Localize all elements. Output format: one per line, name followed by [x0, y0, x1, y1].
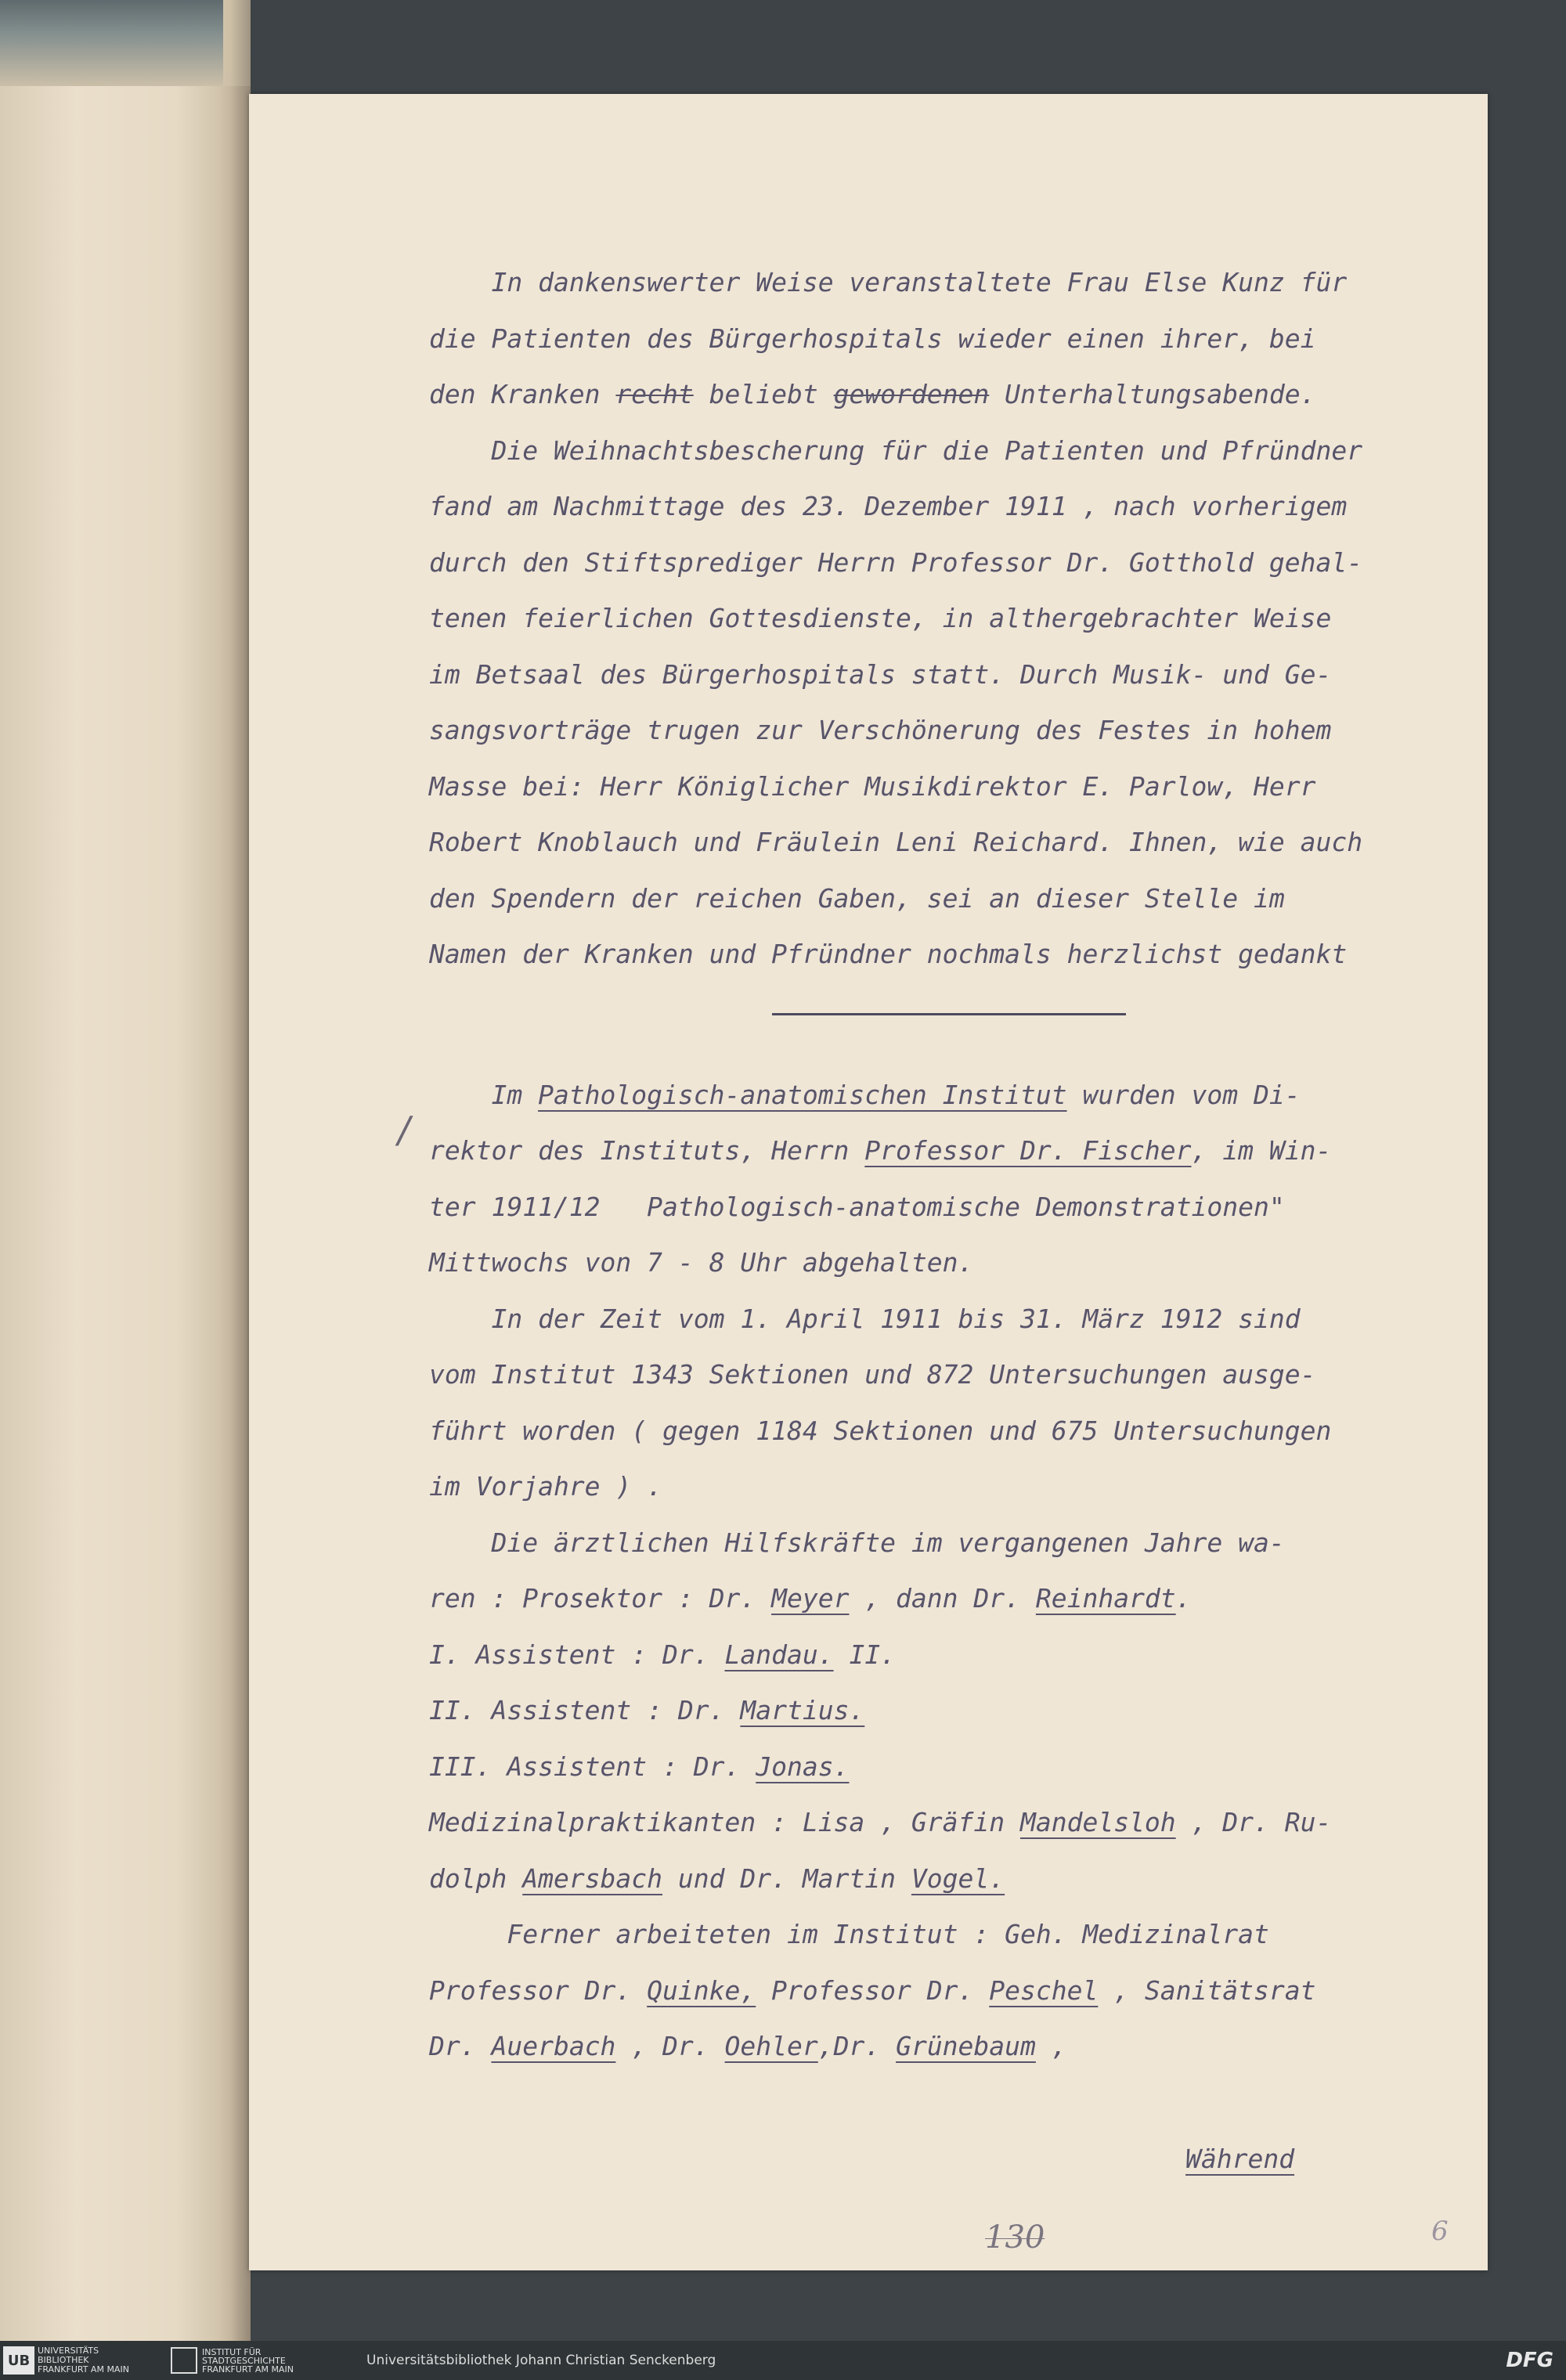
text-line — [429, 1739, 1470, 1795]
text-segment: , — [1035, 2031, 1067, 2061]
text-segment: II. Assistent : Dr. — [429, 1695, 741, 1726]
text-line — [429, 1291, 1470, 1347]
text-segment: dolph — [429, 1863, 523, 1894]
text-segment: , dann Dr. — [849, 1583, 1036, 1614]
text-segment: und Dr. Martin — [662, 1863, 911, 1894]
text-segment: Im — [429, 1079, 539, 1110]
struck-text: recht — [615, 379, 694, 409]
underlined-text: Oehler — [724, 2031, 818, 2061]
isg-logo-mark — [171, 2347, 197, 2374]
text-segment: wurden vom Di- — [1066, 1079, 1301, 1110]
text-line — [429, 1123, 1470, 1179]
ub-logo-text: UNIVERSITÄTS BIBLIOTHEK FRANKFURT AM MAIN — [38, 2346, 129, 2375]
typewritten-text — [429, 254, 1470, 2187]
text-segment: Masse bei: Herr Königlicher Musikdirektor E. Parlow, Herr — [429, 770, 1316, 802]
underlined-text: Auerbach — [491, 2031, 616, 2061]
underlined-text: Quinke, — [647, 1974, 756, 2006]
paragraph-hospital-events — [429, 254, 1470, 983]
struck-text: gewordenen — [833, 379, 990, 409]
text-line — [429, 1963, 1470, 2019]
underlined-text: Pathologisch-anatomischen Institut — [538, 1079, 1067, 1110]
text-segment: den Spendern der reichen Gaben, sei an dieser Stelle im — [429, 882, 1285, 914]
text-segment: Professor Dr. — [429, 1974, 648, 2006]
underlined-text: Amersbach — [522, 1863, 663, 1894]
text-line — [429, 535, 1470, 591]
text-line — [429, 1851, 1470, 1907]
text-line — [429, 478, 1470, 535]
text-line — [429, 647, 1470, 703]
isg-logo[interactable] — [171, 2347, 294, 2374]
text-segment: III. Assistent : Dr. — [429, 1751, 756, 1782]
footer-bar — [0, 2341, 1566, 2380]
section-gap — [429, 983, 1470, 1067]
underlined-text: Professor Dr. Fischer — [864, 1135, 1192, 1166]
text-segment: In der Zeit vom 1. April 1911 bis 31. März 1912 sind — [429, 1303, 1301, 1334]
text-line — [429, 1570, 1470, 1627]
text-segment: Mittwochs von 7 - 8 Uhr abgehalten. — [429, 1247, 974, 1278]
underlined-text: Mandelsloh — [1019, 1807, 1176, 1837]
text-line — [429, 1459, 1470, 1515]
text-segment: Professor Dr. — [756, 1974, 990, 2006]
catchword: Während — [1185, 2143, 1295, 2174]
text-segment: Die Weihnachtsbescherung für die Patienten und Pfründner — [429, 435, 1363, 466]
text-segment: ,Dr. — [817, 2031, 897, 2061]
text-segment: Robert Knoblauch und Fräulein Leni Reichard. Ihnen, wie auch — [429, 827, 1363, 857]
underlined-text: Landau. — [724, 1639, 834, 1670]
text-segment: tenen feierlichen Gottesdienste, in althergebrachter Weise — [429, 603, 1332, 633]
text-segment: ren : Prosektor : Dr. — [429, 1583, 772, 1614]
text-segment: Unterhaltungsabende. — [989, 379, 1316, 409]
text-segment: . — [1175, 1583, 1192, 1614]
text-segment: Die ärztlichen Hilfskräfte im vergangenen Jahre wa- — [429, 1527, 1285, 1558]
text-segment: , im Win- — [1191, 1135, 1332, 1166]
underlined-text: Martius. — [740, 1695, 865, 1726]
dfg-logo[interactable]: DFG — [1506, 2349, 1553, 2372]
text-segment: , Sanitätsrat — [1098, 1974, 1316, 2006]
sheet-number: 6 — [1431, 2216, 1449, 2247]
text-segment: vom Institut 1343 Sektionen und 872 Untersuchungen ausge- — [429, 1359, 1316, 1390]
underlined-text: Peschel — [989, 1974, 1099, 2006]
text-segment: sangsvorträge trugen zur Verschönerung des Festes in hohem — [429, 715, 1332, 745]
underlined-text: Grünebaum — [896, 2031, 1036, 2061]
text-line — [429, 871, 1470, 927]
text-line — [429, 1179, 1470, 1235]
catchword-line — [429, 2131, 1470, 2187]
underlined-text: Jonas. — [756, 1751, 850, 1782]
text-line — [429, 814, 1470, 871]
text-line — [429, 423, 1470, 479]
text-line — [429, 1515, 1470, 1571]
book-binding — [0, 0, 251, 2341]
underlined-text: Reinhardt — [1035, 1583, 1176, 1614]
isg-logo-text: INSTITUT FÜR STADTGESCHICHTE FRANKFURT AM MAIN — [202, 2346, 294, 2375]
closing-gap — [429, 2075, 1470, 2131]
text-segment: , Dr. — [615, 2031, 725, 2061]
text-line — [429, 1906, 1470, 1963]
text-segment: rektor des Instituts, Herrn — [429, 1135, 865, 1166]
text-line — [429, 590, 1470, 647]
text-segment: Namen der Kranken und Pfründner nochmals herzlichst gedankt — [429, 939, 1348, 969]
text-line — [429, 311, 1470, 367]
underlined-text: Vogel. — [911, 1863, 1005, 1894]
book-cover-edge — [0, 0, 223, 86]
text-segment: den Kranken — [429, 379, 616, 409]
section-divider — [772, 1013, 1126, 1015]
text-line — [429, 926, 1470, 983]
text-line — [429, 1235, 1470, 1291]
text-segment: fand am Nachmittage des 23. Dezember 1911 , nach vorherigem — [429, 491, 1348, 521]
text-line — [429, 366, 1470, 423]
text-segment: führt worden ( gegen 1184 Sektionen und 675 Untersuchungen — [429, 1415, 1332, 1446]
text-line — [429, 1067, 1470, 1123]
ub-logo[interactable] — [3, 2346, 129, 2375]
text-line — [429, 1794, 1470, 1851]
text-line — [429, 1403, 1470, 1459]
text-segment: II. — [833, 1639, 897, 1670]
page-number: 130 — [985, 2220, 1045, 2256]
document-page — [249, 94, 1488, 2270]
paragraph-pathology-institute — [429, 1067, 1470, 2075]
text-segment: Dr. — [429, 2031, 492, 2061]
text-line — [429, 1627, 1470, 1683]
text-segment: I. Assistent : Dr. — [429, 1639, 725, 1670]
text-segment: , Dr. Ru- — [1175, 1807, 1332, 1837]
text-line — [429, 1347, 1470, 1403]
text-segment: Medizinalpraktikanten : Lisa , Gräfin — [429, 1807, 1020, 1837]
margin-mark: / — [398, 1109, 410, 1151]
text-line — [429, 759, 1470, 815]
text-segment: im Vorjahre ) . — [429, 1471, 663, 1502]
text-line — [429, 702, 1470, 759]
page-edge-shadow — [219, 86, 251, 2341]
text-line — [429, 254, 1470, 311]
text-line — [429, 2018, 1470, 2075]
text-segment: beliebt — [693, 379, 834, 409]
text-segment: In dankenswerter Weise veranstaltete Frau Else Kunz für — [429, 267, 1348, 298]
text-segment: ter 1911/12 Pathologisch-anatomische Demonstrationen" — [429, 1191, 1285, 1222]
ub-logo-mark: UB — [3, 2346, 34, 2375]
library-name: Universitätsbibliothek Johann Christian Senckenberg — [366, 2353, 716, 2368]
text-segment: im Betsaal des Bürgerhospitals statt. Durch Musik- und Ge- — [429, 658, 1332, 690]
underlined-text: Meyer — [771, 1583, 850, 1614]
text-segment: durch den Stiftsprediger Herrn Professor Dr. Gotthold gehal- — [429, 546, 1363, 578]
text-line — [429, 1682, 1470, 1739]
text-segment: Ferner arbeiteten im Institut : Geh. Medizinalrat — [429, 1919, 1269, 1949]
text-segment: die Patienten des Bürgerhospitals wieder einen ihrer, bei — [429, 323, 1316, 354]
